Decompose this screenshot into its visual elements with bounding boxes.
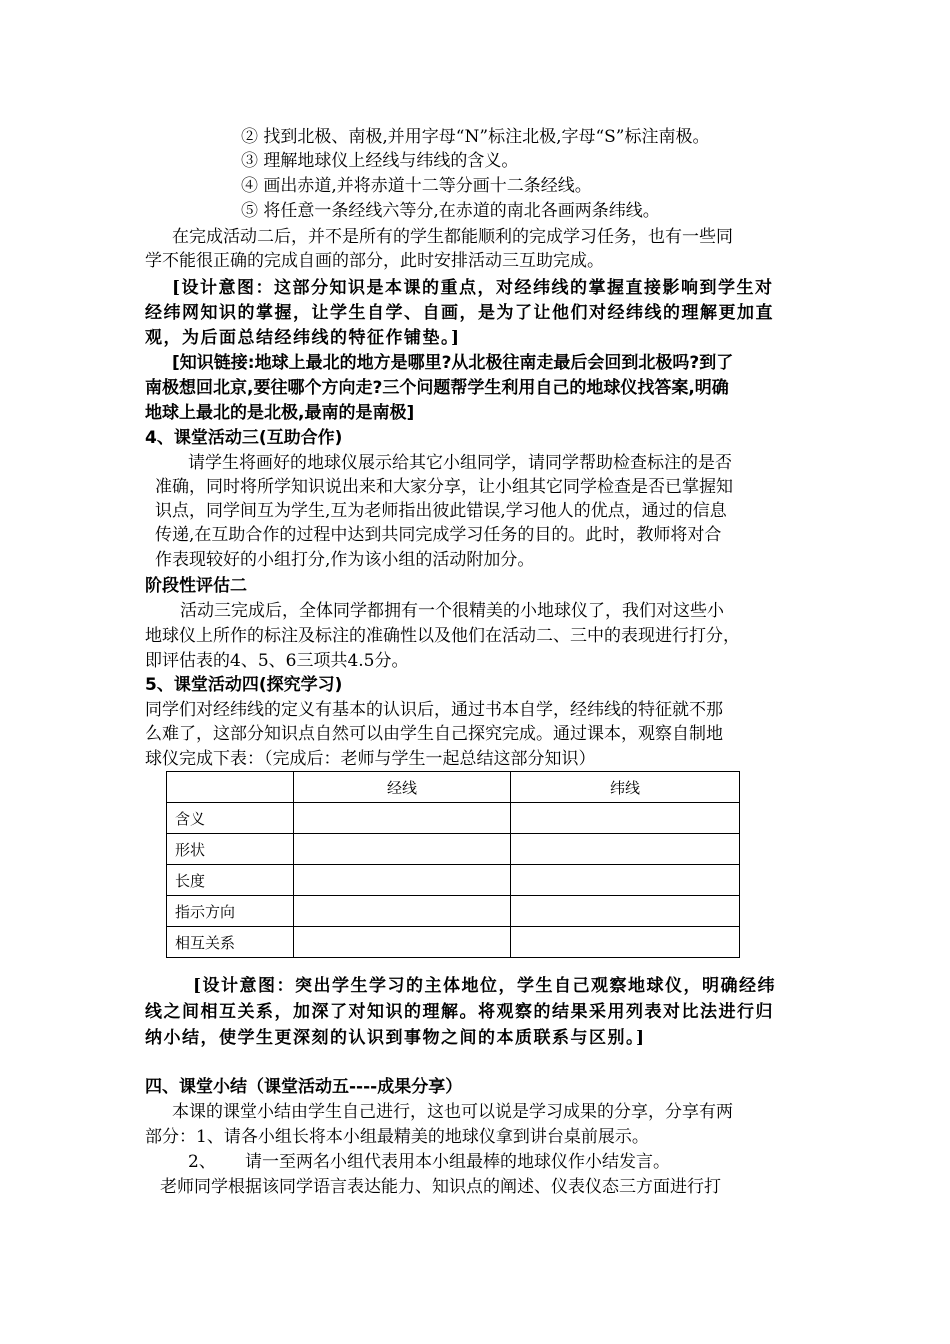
table-cell	[511, 865, 740, 896]
activity3-line2: 准确，同时将所学知识说出来和大家分享，让小组其它同学检查是否已掌握知	[155, 477, 733, 497]
meridian-parallel-table	[166, 771, 740, 958]
design2-line1: [设计意图：突出学生学习的主体地位，学生自己观察地球仪，明确经纬	[193, 976, 777, 996]
activity3-line1: 请学生将画好的地球仪展示给其它小组同学，请同学帮助检查标注的是否	[188, 453, 732, 473]
eval2-line1: 活动三完成后，全体同学都拥有一个很精美的小地球仪了，我们对这些小	[180, 601, 724, 621]
table-cell	[511, 834, 740, 865]
table-cell	[294, 927, 511, 958]
step-4: ④ 画出赤道,并将赤道十二等分画十二条经线。	[241, 176, 592, 196]
table-row-label: 含义	[167, 803, 294, 834]
para1-line1: 在完成活动二后，并不是所有的学生都能顺利的完成学习任务，也有一些同	[172, 227, 733, 247]
design1-line1: [设计意图：这部分知识是本课的重点，对经纬线的掌握直接影响到学生对	[172, 278, 774, 298]
table-row	[167, 865, 740, 896]
link-line2: 南极想回北京,要往哪个方向走?三个问题帮学生利用自己的地球仪找答案,明确	[145, 378, 729, 398]
heading-activity3: 4、课堂活动三(互助合作)	[145, 428, 343, 448]
activity3-line5: 作表现较好的小组打分,作为该小组的活动附加分。	[155, 550, 535, 570]
table-header-blank	[167, 772, 294, 803]
table-header-parallel: 纬线	[511, 772, 740, 803]
heading-summary: 四、课堂小结（课堂活动五----成果分享）	[145, 1077, 463, 1097]
table-row-label: 长度	[167, 865, 294, 896]
heading-eval2: 阶段性评估二	[145, 576, 247, 596]
para1-line2: 学不能很正确的完成自画的部分，此时安排活动三互助完成。	[145, 251, 604, 271]
table-cell	[294, 803, 511, 834]
design1-line2: 经纬网知识的掌握，让学生自学、自画，是为了让他们对经纬线的理解更加直	[145, 303, 774, 323]
step-2: ② 找到北极、南极,并用字母“N”标注北极,字母“S”标注南极。	[241, 127, 710, 147]
table-row-label: 指示方向	[167, 896, 294, 927]
eval2-line3: 即评估表的4、5、6三项共4.5分。	[145, 651, 409, 671]
table-cell	[294, 865, 511, 896]
activity3-line4: 传递,在互助合作的过程中达到共同完成学习任务的目的。此时，教师将对合	[155, 525, 722, 545]
step-5: ⑤ 将任意一条经线六等分,在赤道的南北各画两条纬线。	[241, 201, 660, 221]
table-row	[167, 896, 740, 927]
summary-line5: 老师同学根据该同学语言表达能力、知识点的阐述、仪表仪态三方面进行打	[160, 1177, 721, 1197]
design1-line3: 观，为后面总结经纬线的特征作铺垫。]	[145, 328, 461, 348]
summary-item2-number: 2、	[188, 1152, 216, 1172]
activity4-line2: 么难了，这部分知识点自然可以由学生自己探究完成。通过课本，观察自制地	[145, 724, 723, 744]
table-cell	[511, 896, 740, 927]
table-cell	[294, 896, 511, 927]
link-line3: 地球上最北的是北极,最南的是南极]	[145, 403, 415, 423]
table-row-label: 相互关系	[167, 927, 294, 958]
table-row-label: 形状	[167, 834, 294, 865]
table-header-meridian: 经线	[294, 772, 511, 803]
summary-item2-text: 请一至两名小组代表用本小组最棒的地球仪作小结发言。	[245, 1152, 670, 1172]
table-cell	[511, 927, 740, 958]
table-row	[167, 927, 740, 958]
activity4-line1: 同学们对经纬线的定义有基本的认识后，通过书本自学，经纬线的特征就不那	[145, 700, 723, 720]
table-row	[167, 834, 740, 865]
table-cell	[511, 803, 740, 834]
link-line1: [知识链接:地球上最北的地方是哪里?从北极往南走最后会回到北极吗?到了	[172, 353, 734, 373]
summary-line1: 本课的课堂小结由学生自己进行，这也可以说是学习成果的分享，分享有两	[172, 1102, 733, 1122]
activity4-line3: 球仪完成下表：（完成后：老师与学生一起总结这部分知识）	[145, 749, 596, 769]
activity3-line3: 识点，同学间互为学生,互为老师指出彼此错误,学习他人的优点，通过的信息	[155, 501, 727, 521]
eval2-line2: 地球仪上所作的标注及标注的准确性以及他们在活动二、三中的表现进行打分，	[145, 626, 740, 646]
step-3: ③ 理解地球仪上经线与纬线的含义。	[241, 151, 519, 171]
table-header-row	[167, 772, 740, 803]
table-cell	[294, 834, 511, 865]
design2-line3: 纳小结，使学生更深刻的认识到事物之间的本质联系与区别。]	[145, 1028, 646, 1048]
heading-activity4: 5、课堂活动四(探究学习)	[145, 675, 343, 695]
summary-line2: 部分：1、请各小组长将本小组最精美的地球仪拿到讲台桌前展示。	[145, 1127, 649, 1147]
table-row	[167, 803, 740, 834]
design2-line2: 线之间相互关系，加深了对知识的理解。将观察的结果采用列表对比法进行归	[145, 1002, 774, 1022]
